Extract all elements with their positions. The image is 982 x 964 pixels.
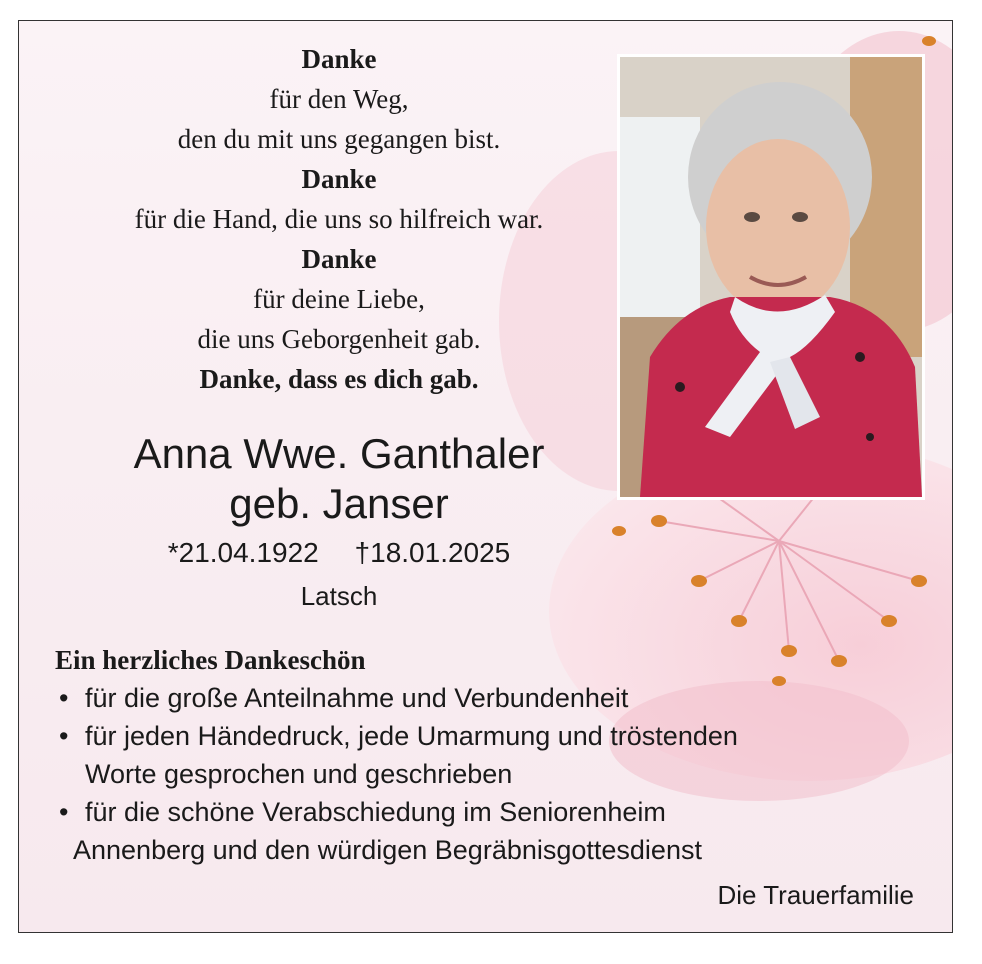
name-line-2: geb. Janser (229, 480, 449, 527)
poem-line: für den Weg, (269, 84, 409, 114)
list-item-text: für jeden Händedruck, jede Umarmung und tröstenden (85, 721, 738, 751)
portrait-illustration (620, 57, 922, 497)
poem-line: für deine Liebe, (253, 284, 425, 314)
list-item-text: für die schöne Verabschiedung im Seniorenheim (85, 797, 666, 827)
place-name: Latsch (300, 581, 378, 611)
list-item-text-continued: Worte gesprochen und geschrieben (85, 759, 513, 789)
portrait-photo (617, 54, 925, 500)
list-item-text: für die große Anteilnahme und Verbundenheit (85, 683, 629, 713)
death-date: †18.01.2025 (354, 537, 511, 568)
list-item (55, 793, 935, 831)
obituary-card (18, 20, 953, 933)
poem-line: den du mit uns gegangen bist. (177, 124, 501, 154)
life-dates (49, 536, 629, 570)
acknowledgements-heading: Ein herzliches Dankeschön (55, 645, 366, 675)
signature: Die Trauerfamilie (717, 880, 914, 910)
list-item (55, 717, 935, 793)
acknowledgements (55, 641, 935, 869)
name-line-1: Anna Wwe. Ganthaler (133, 430, 545, 477)
poem-line: für die Hand, die uns so hilfreich war. (134, 204, 544, 234)
bullet-icon: • (59, 797, 69, 827)
poem-line: Danke (301, 244, 377, 274)
poem-line: Danke (301, 44, 377, 74)
bullet-icon: • (59, 721, 69, 751)
poem-line: die uns Geborgenheit gab. (197, 324, 481, 354)
thank-you-poem (49, 39, 629, 399)
list-item-text-continued: Annenberg und den würdigen Begräbnisgottesdienst (73, 835, 702, 865)
poem-line: Danke (301, 164, 377, 194)
list-item (55, 679, 935, 717)
poem-closing-line: Danke, dass es dich gab. (199, 364, 479, 394)
birth-date: *21.04.1922 (167, 537, 319, 568)
deceased-name (49, 429, 629, 529)
bullet-icon: • (59, 683, 69, 713)
